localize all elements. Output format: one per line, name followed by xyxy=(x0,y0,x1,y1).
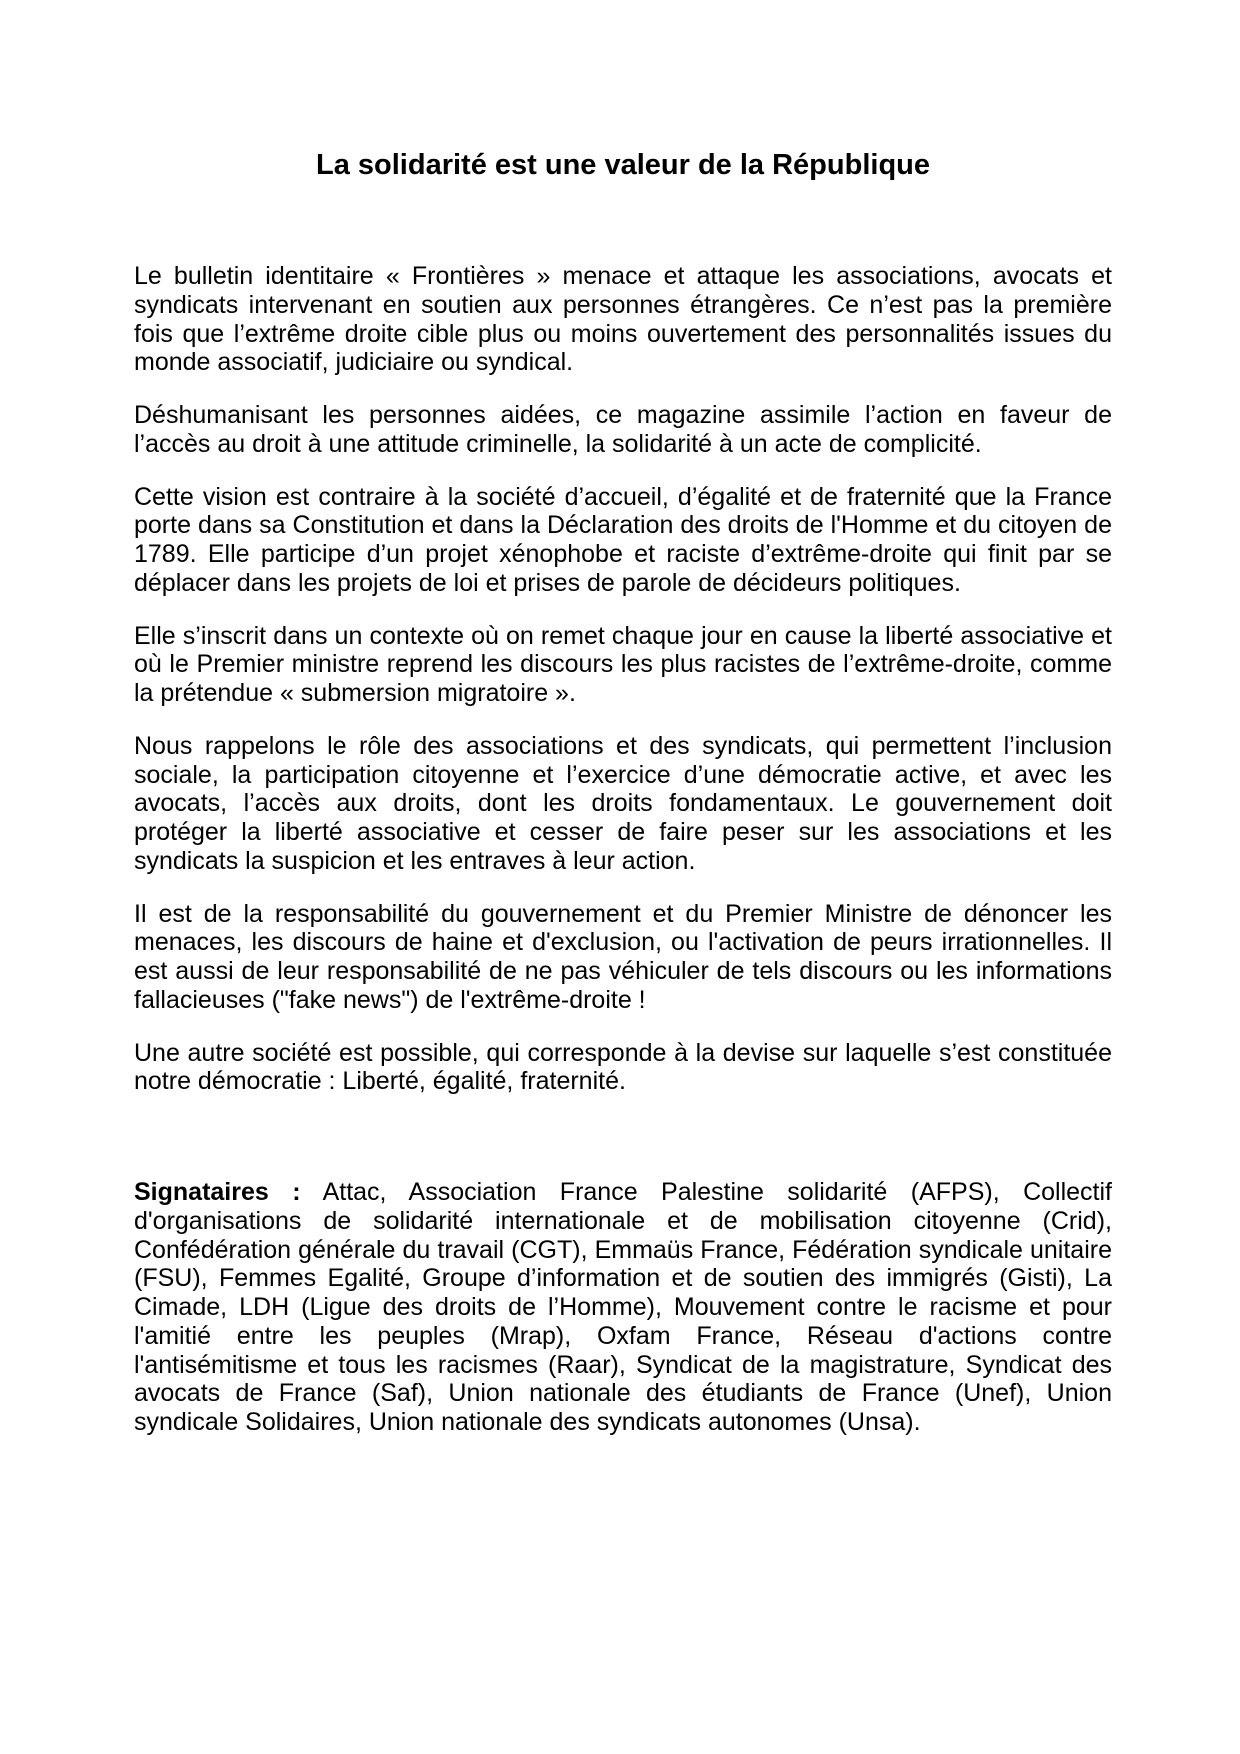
body-paragraph-3: Cette vision est contraire à la société d’accueil, d’égalité et de fraternité que la France porte dans sa Constitution et dans la Déclaration des droits de l'Homme et du citoyen de 1789. Elle participe d’un projet xénophobe et raciste d’extrême-droite qui finit par se déplacer dans les projets de loi et prises de parole de décideurs politiques. xyxy=(134,482,1112,597)
body-paragraph-1: Le bulletin identitaire « Frontières » menace et attaque les associations, avocats et syndicats intervenant en soutien aux personnes étrangères. Ce n’est pas la première fois que l’extrême droite cible plus ou moins ouvertement des personnalités issues du monde associatif, judiciaire ou syndical. xyxy=(134,262,1112,377)
signatories-text: Attac, Association France Palestine solidarité (AFPS), Collectif d'organisations de solidarité internationale et de mobilisation citoyenne (Crid), Confédération générale du travail (CGT), Emmaüs France, Fédération syndicale unitaire (FSU), Femmes Egalité, Groupe d’information et de soutien des immigrés (Gisti), La Cimade, LDH (Ligue des droits de l’Homme), Mouvement contre le racisme et pour l'amitié entre les peuples (Mrap), Oxfam France, Réseau d'actions contre l'antisémitisme et tous les racismes (Raar), Syndicat de la magistrature, Syndicat des avocats de France (Saf), Union nationale des étudiants de France (Unef), Union syndicale Solidaires, Union nationale des syndicats autonomes (Unsa). xyxy=(134,1178,1112,1436)
body-paragraph-7: Une autre société est possible, qui corresponde à la devise sur laquelle s’est constituée notre démocratie : Liberté, égalité, fraternité. xyxy=(134,1038,1112,1096)
body-paragraph-5: Nous rappelons le rôle des associations et des syndicats, qui permettent l’inclusion sociale, la participation citoyenne et l’exercice d’une démocratie active, et avec les avocats, l’accès aux droits, dont les droits fondamentaux. Le gouvernement doit protéger la liberté associative et cesser de faire peser sur les associations et les syndicats la suspicion et les entraves à leur action. xyxy=(134,731,1112,875)
body-paragraph-2: Déshumanisant les personnes aidées, ce magazine assimile l’action en faveur de l’accès au droit à une attitude criminelle, la solidarité à un acte de complicité. xyxy=(134,401,1112,458)
body-paragraph-6: Il est de la responsabilité du gouvernement et du Premier Ministre de dénoncer les menaces, les discours de haine et d'exclusion, ou l'activation de peurs irrationnelles. Il est aussi de leur responsabilité de ne pas véhiculer de tels discours ou les informations fallacieuses ("fake news") de l'extrême-droite ! xyxy=(134,899,1112,1014)
signatories-label: Signataires : xyxy=(134,1178,301,1206)
document-title: La solidarité est une valeur de la République xyxy=(316,149,930,181)
body-paragraph-4: Elle s’inscrit dans un contexte où on remet chaque jour en cause la liberté associative et où le Premier ministre reprend les discours les plus racistes de l’extrême-droite, comme la prétendue « submersion migratoire ». xyxy=(134,621,1112,707)
signatories-paragraph xyxy=(134,1178,1112,1437)
